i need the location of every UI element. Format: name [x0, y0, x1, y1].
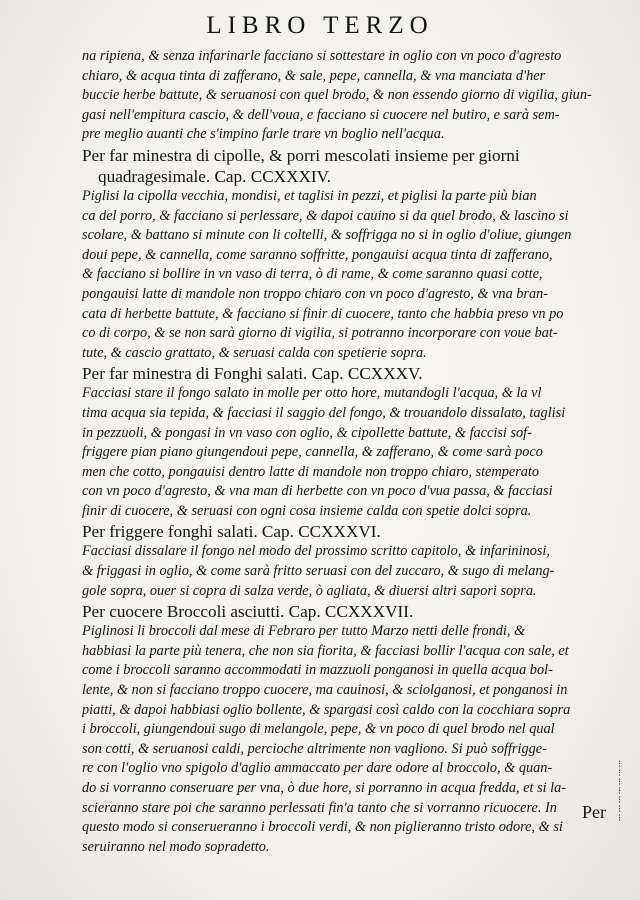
text-line: friggere pian piano giungendoui pepe, cannella, & zafferano, & come sarà poco [82, 444, 543, 461]
text-line: co di corpo, & se non sarà giorno di vigilia, si potranno incorporare con voue bat- [82, 325, 558, 342]
text-line: Piglisi la cipolla vecchia, mondisi, et taglisi in pezzi, et piglisi la parte più bian [82, 187, 537, 204]
text-line: in pezzuoli, & pongasi in vn vaso con oglio, & cipollette battute, & faccisi sof- [82, 424, 532, 441]
catchword: Per [582, 802, 606, 822]
text-line: finir di cuocere, & seruasi con ogni cosa insieme calda con spetie dolci sopra. [82, 502, 532, 519]
text-line: buccie herbe battute, & seruanosi con quel brodo, & non essendo giorno di vigilia, giun- [82, 87, 592, 104]
page-header: LIBRO TERZO [206, 12, 434, 39]
text-line: tute, & cascio grattato, & seruasi calda con spetierie sopra. [82, 344, 427, 361]
text-line: pre meglio auanti che s'impino farle trare vn boglio nell'acqua. [82, 126, 445, 143]
chapter-title-line: Per far minestra di cipolle, & porri mescolati insieme per giorni [82, 145, 520, 165]
text-line: na ripiena, & senza infarinarle facciano si sottestare in oglio con vn poco d'agresto [82, 48, 562, 64]
text-line: Facciasi dissalare il fongo nel modo del prossimo scritto capitolo, & infarininosi, [82, 543, 550, 560]
text-line: doui pepe, & cannella, come saranno soffritte, pongauisi acqua tinta di zafferano, [82, 246, 553, 263]
text-line: i broccoli, giungendoui sugo di melangole, pepe, & vn poco di quel brodo nel qual [82, 721, 555, 738]
text-line: tima acqua sia tepida, & facciasi il saggio del fongo, & trouandolo dissalato, taglisi [82, 404, 566, 421]
text-line: chiaro, & acqua tinta di zafferano, & sale, pepe, cannella, & vna manciata d'her [82, 67, 546, 84]
text-line: gole sopra, ouer si copra di salza verde, ò agliata, & diuersi altri sapori sopra. [82, 582, 537, 599]
text-line: & friggasi in oglio, & come sarà fritto seruasi con del zuccaro, & sugo di melang- [82, 563, 555, 580]
text-line: son cotti, & seruanosi caldi, percioche altrimente non vagliono. Si può soffrigge- [82, 740, 547, 757]
text-line: pongauisi latte di mandole non troppo chiaro con vn poco d'agresto, & vna bran- [82, 285, 549, 302]
chapter-title-line: quadragesimale. Cap. CCXXXIV. [98, 166, 332, 186]
text-line: con vn poco d'agresto, & vna man di herbette con vn poco d'vua passa, & facciasi [82, 483, 553, 500]
text-line: lente, & non si facciano troppo cuocere, ma cauinosi, & sciolganosi, et ponganosi in [82, 682, 568, 699]
text-line: cata di herbette battute, & facciano si finir di cuocere, tanto che habbia preso vn po [82, 305, 564, 322]
text-line: & facciano si bollire in vn vaso di terra, ò di rame, & come saranno quasi cotte, [82, 266, 543, 283]
page-body [82, 47, 597, 857]
text-line: Piglinosi li broccoli dal mese di Febraro per tutto Marzo netti delle frondi, & [82, 623, 526, 640]
text-line: seruiranno nel modo sopradetto. [82, 838, 270, 855]
margin-mark: ⁝ ⁝ ⁝ ⁝ ⁝ ⁝ ⁝ [618, 760, 622, 824]
text-line: scieranno stare poi che saranno perlessati fin'a tanto che si vorranno ricuocere. In [82, 799, 557, 816]
chapter-title-line: Per cuocere Broccoli asciutti. Cap. CCXXXVII. [82, 602, 414, 622]
chapter-title-line: Per friggere fonghi salati. Cap. CCXXXVI. [82, 522, 381, 542]
text-line: Facciasi stare il fongo salato in molle per otto hore, mutandogli l'acqua, & la vl [82, 385, 542, 402]
text-line: gasi nell'empitura cascio, & dell'voua, e facciano si cuocere nel butiro, e sarà sem- [82, 106, 560, 123]
text-line: questo modo si conserueranno i broccoli verdi, & non piglieranno tristo odore, & si [82, 819, 563, 836]
text-line: piatti, & dapoi habbiasi oglio bollente, & spargasi così caldo con la cocchiara sopra [82, 701, 571, 718]
chapter-title-line: Per far minestra di Fonghi salati. Cap. CCXXXV. [82, 364, 423, 384]
text-line: habbiasi la parte più tenera, che non sia fiorita, & facciasi bollir l'acqua con sale, et [82, 642, 569, 659]
text-line: re con l'oglio vno spigolo d'aglio ammaccato per dare odore al broccolo, & quan- [82, 760, 553, 777]
text-line: ca del porro, & facciano si perlessare, & dapoi cauino si da quel brodo, & lascino si [82, 207, 569, 224]
text-line: come i broccoli saranno accommodati in mazzuoli ponganosi in quella acqua bol- [82, 662, 553, 679]
text-line: scolare, & battano si minute con li coltelli, & soffrigga no si in oglio d'oliue, giungen [82, 227, 572, 244]
text-line: men che cotto, pongauisi dentro latte di mandole non troppo chiaro, stemperato [82, 463, 540, 480]
text-line: do si vorranno conseruare per vna, ò due hore, si porranno in acqua fredda, et si la- [82, 780, 567, 796]
